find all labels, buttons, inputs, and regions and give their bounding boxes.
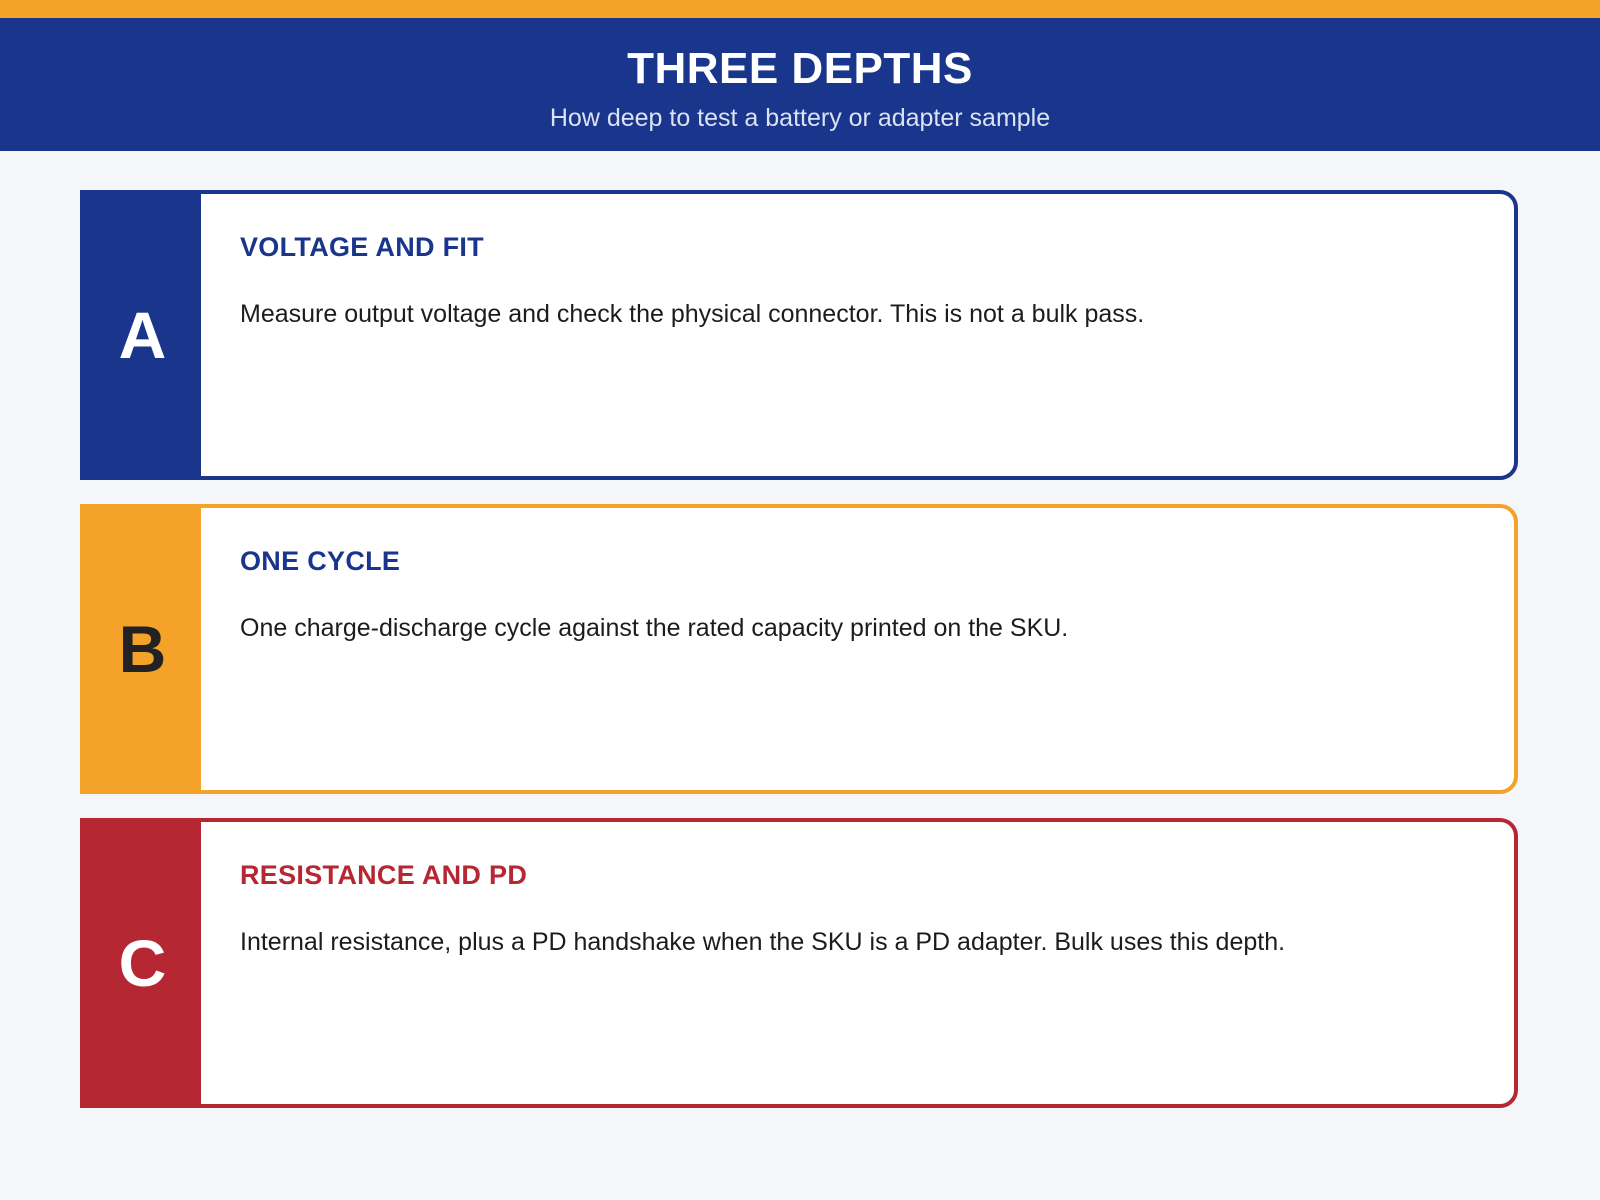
depth-letter-badge: B — [84, 508, 201, 790]
depth-card-a — [80, 190, 1518, 480]
depth-heading: VOLTAGE AND FIT — [240, 232, 484, 262]
top-accent-stripe — [0, 0, 1600, 18]
depth-heading: ONE CYCLE — [240, 546, 401, 576]
depth-card-b — [80, 504, 1518, 794]
depth-description: Internal resistance, plus a PD handshake when the SKU is a PD adapter. Bulk uses this depth. — [240, 928, 1286, 956]
page-header — [0, 18, 1600, 151]
depth-card-c — [80, 818, 1518, 1108]
depth-heading: RESISTANCE AND PD — [240, 860, 528, 890]
depth-letter-badge: A — [84, 194, 201, 476]
depth-description: One charge-discharge cycle against the rated capacity printed on the SKU. — [240, 614, 1069, 642]
page-title: THREE DEPTHS — [627, 44, 973, 93]
depth-letter-badge: C — [84, 822, 201, 1104]
page-subtitle: How deep to test a battery or adapter sample — [549, 104, 1051, 132]
depth-description: Measure output voltage and check the physical connector. This is not a bulk pass. — [240, 300, 1145, 328]
